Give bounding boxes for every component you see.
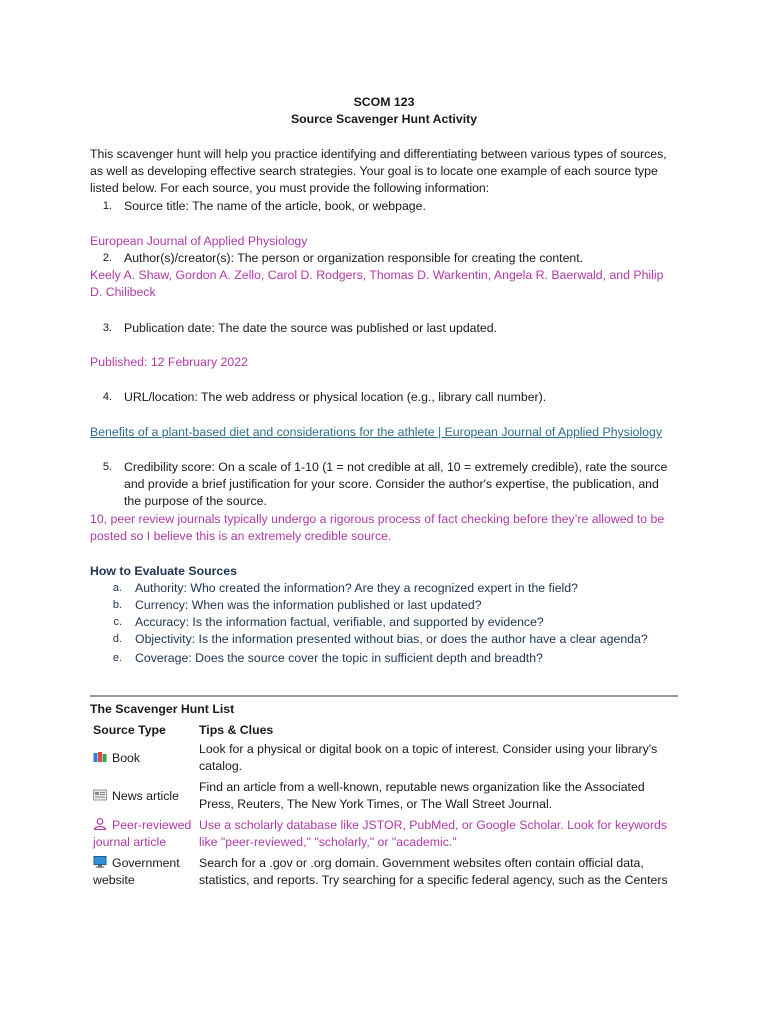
section-divider	[90, 695, 678, 697]
evaluate-letter: b.	[112, 599, 122, 611]
computer-icon	[93, 856, 107, 868]
source-type-cell	[90, 740, 196, 778]
step-number: 5.	[102, 461, 112, 473]
tips-cell: Look for a physical or digital book on a topic of interest. Consider using your library's catalog.	[199, 742, 658, 773]
step-item	[90, 198, 678, 215]
evaluate-heading: How to Evaluate Sources	[90, 564, 237, 578]
answer-title: European Journal of Applied Physiology	[90, 234, 308, 248]
intro-paragraph: This scavenger hunt will help you practice identifying and differentiating between various types of sources, as well as developing effective search strategies. Your goal is to locate one example of each source type listed below. For each source, you must provide the following information:	[90, 147, 667, 195]
evaluate-item	[90, 614, 678, 631]
hunt-table	[90, 720, 680, 892]
column-header-type: Source Type	[93, 722, 166, 737]
activity-title: Source Scavenger Hunt Activity	[290, 112, 478, 126]
source-type-label: News article	[112, 788, 179, 803]
evaluate-item	[90, 597, 678, 614]
evaluate-letter: d.	[112, 633, 122, 645]
course-title: SCOM 123	[353, 95, 415, 109]
step-text: Credibility score: On a scale of 1-10 (1 = not credible at all, 10 = extremely credible), rate the source and provide a brief justification for your score. Consider the author's expertise, the publication, and the purpose of the source.	[124, 460, 668, 508]
step-item	[90, 459, 678, 510]
answer-url-link[interactable]: Benefits of a plant-based diet and considerations for the athlete | European Journal of Applied Physiology	[90, 425, 662, 439]
step-text: Author(s)/creator(s): The person or organization responsible for creating the content.	[124, 251, 584, 265]
source-type-label: Peer-reviewed journal article	[93, 818, 192, 849]
answer-authors: Keely A. Shaw, Gordon A. Zello, Carol D. Rodgers, Thomas D. Warkentin, Angela R. Baerwald, and Philip D. Chilibeck	[90, 268, 664, 299]
hunt-heading: The Scavenger Hunt List	[90, 702, 235, 716]
source-type-cell	[90, 778, 196, 816]
step-text: URL/location: The web address or physical location (e.g., library call number).	[124, 390, 547, 404]
step-item	[90, 320, 678, 337]
tips-cell: Search for a .gov or .org domain. Government websites often contain official data, statistics, and reports. Try searching for a specific federal agency, such as the Centers	[199, 856, 668, 887]
answer-credibility: 10, peer review journals typically undergo a rigorous process of fact checking before they’re allowed to be posted so I believe this is an extremely credible source.	[90, 512, 665, 543]
source-type-cell	[90, 816, 196, 854]
tips-cell: Find an article from a well-known, reputable news organization like the Associated Press, Reuters, The New York Times, or The Wall Street Journal.	[199, 780, 645, 811]
step-number: 1.	[102, 200, 112, 212]
column-header-tips: Tips & Clues	[199, 722, 274, 737]
source-type-label: Government website	[93, 856, 180, 887]
evaluate-letter: e.	[112, 652, 122, 664]
table-row	[90, 778, 680, 816]
step-item	[90, 389, 678, 406]
source-type-label: Book	[112, 750, 141, 765]
newspaper-icon	[93, 789, 107, 801]
tips-cell: Use a scholarly database like JSTOR, PubMed, or Google Scholar. Look for keywords like "peer-reviewed," "scholarly," or "academic."	[199, 818, 667, 849]
evaluate-letter: a.	[112, 582, 122, 594]
step-number: 4.	[102, 391, 112, 403]
table-row	[90, 816, 680, 854]
table-row	[90, 854, 680, 892]
step-number: 3.	[102, 322, 112, 334]
step-text: Source title: The name of the article, book, or webpage.	[124, 199, 426, 213]
evaluate-text: Coverage: Does the source cover the topic in sufficient depth and breadth?	[135, 651, 543, 665]
books-icon	[93, 751, 107, 763]
scientist-icon	[93, 818, 107, 830]
table-header-row	[90, 720, 680, 740]
source-type-cell	[90, 854, 196, 892]
step-number: 2.	[102, 252, 112, 264]
evaluate-text: Accuracy: Is the information factual, verifiable, and supported by evidence?	[135, 615, 544, 629]
answer-date: Published: 12 February 2022	[90, 355, 248, 369]
evaluate-item	[90, 631, 678, 648]
evaluate-text: Currency: When was the information published or last updated?	[135, 598, 482, 612]
evaluate-item	[90, 580, 678, 597]
evaluate-letter: c.	[113, 616, 122, 628]
step-item	[90, 250, 678, 267]
step-text: Publication date: The date the source was published or last updated.	[124, 321, 498, 335]
evaluate-text: Objectivity: Is the information presented without bias, or does the author have a clear agenda?	[135, 632, 648, 646]
evaluate-item	[90, 650, 678, 667]
table-row	[90, 740, 680, 778]
evaluate-text: Authority: Who created the information? Are they a recognized expert in the field?	[135, 581, 578, 595]
